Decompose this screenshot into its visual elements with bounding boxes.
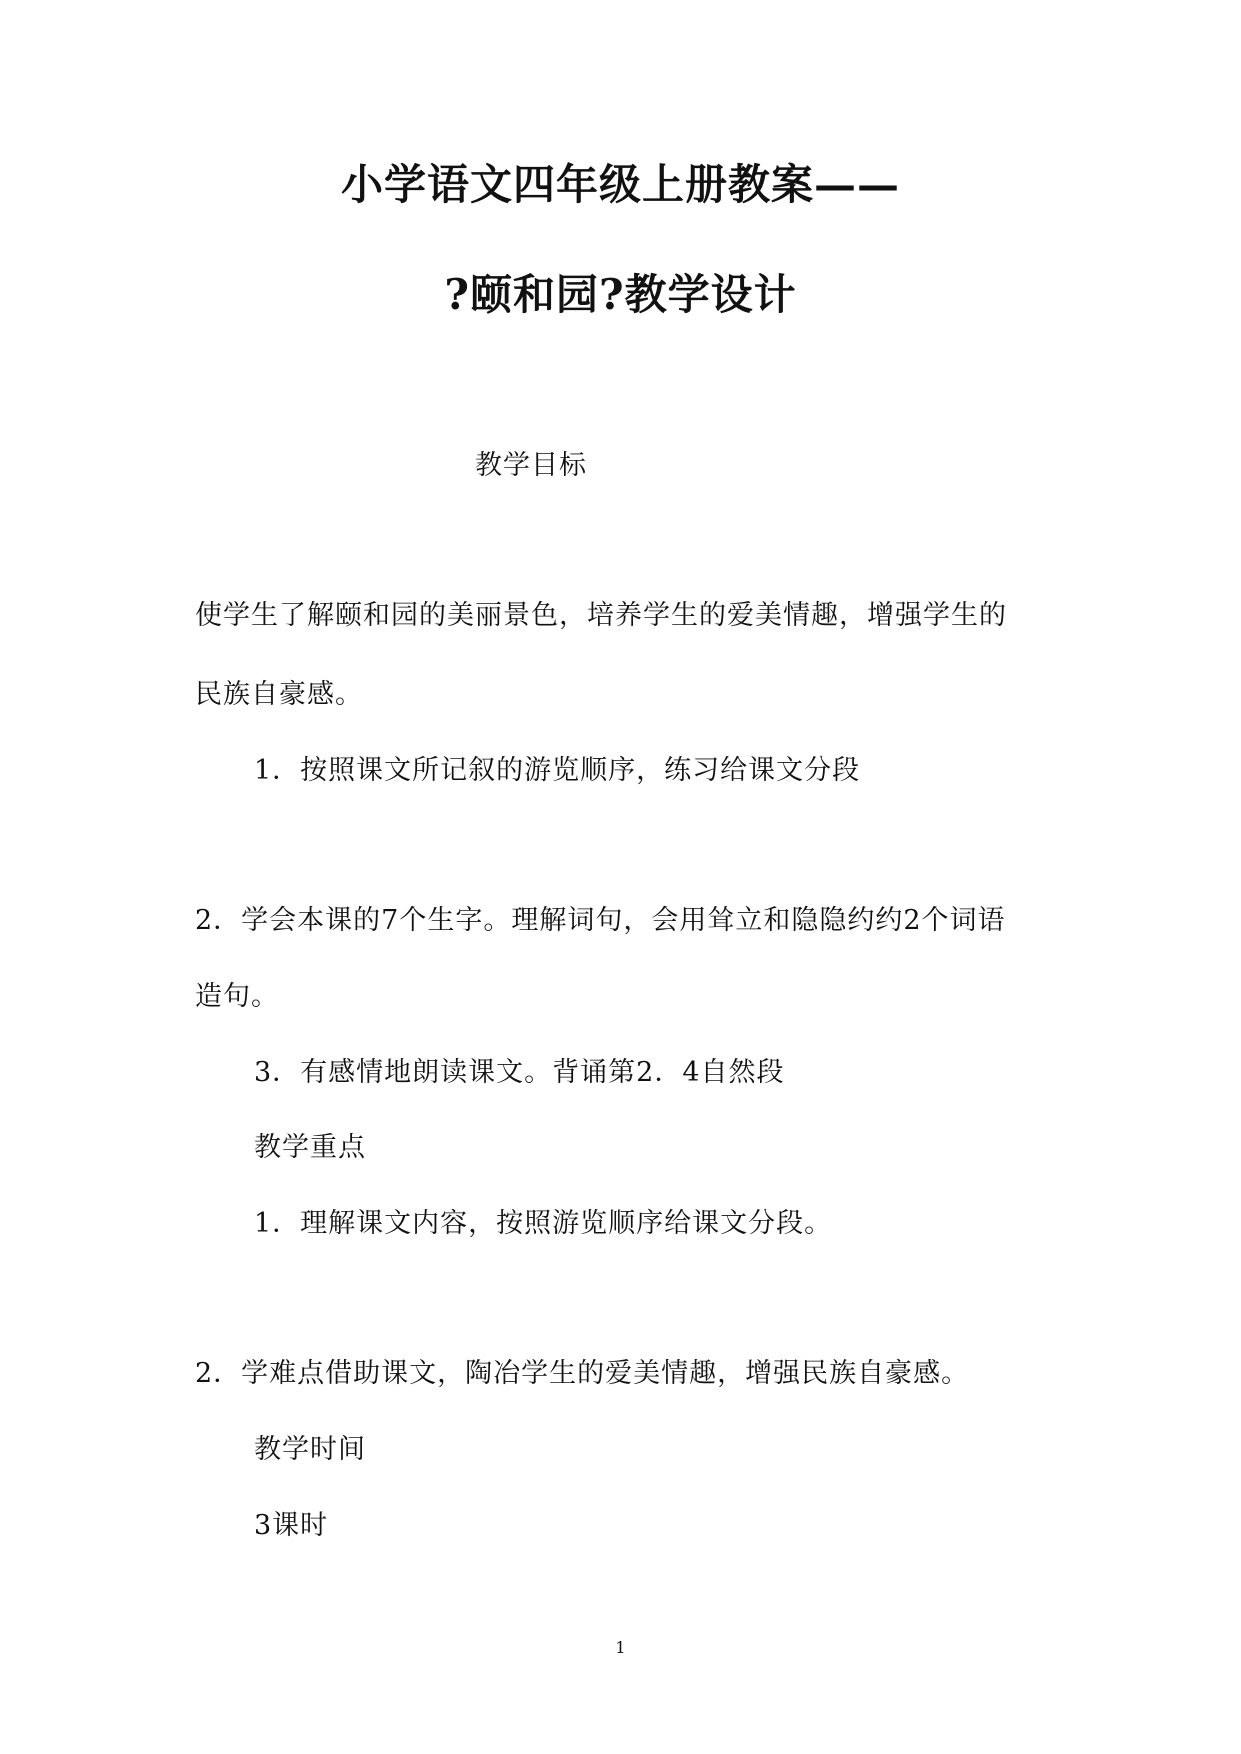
document-title-line-2: ?颐和园?教学设计: [444, 270, 797, 319]
page-number: 1: [615, 1638, 626, 1657]
objective-item-1: 1．按照课文所记叙的游览顺序，练习给课文分段: [254, 755, 861, 786]
objective-item-2-line-1: 2．学会本课的7个生字。理解词句，会用耸立和隐隐约约2个词语: [195, 905, 1006, 936]
key-point-item-1: 1．理解课文内容，按照游览顺序给课文分段。: [254, 1208, 833, 1239]
section-heading-objectives: 教学目标: [475, 450, 587, 481]
objective-item-2-line-2: 造句。: [195, 981, 279, 1012]
key-point-item-2: 2．学难点借助课文，陶冶学生的爱美情趣，增强民族自豪感。: [195, 1358, 970, 1389]
objective-paragraph-line-2: 民族自豪感。: [195, 679, 363, 710]
section-heading-teaching-time: 教学时间: [254, 1434, 366, 1465]
teaching-time-value: 3课时: [254, 1510, 329, 1541]
objective-paragraph-line-1: 使学生了解颐和园的美丽景色，培养学生的爱美情趣，增强学生的: [195, 600, 1007, 631]
document-title-line-1: 小学语文四年级上册教案——: [340, 160, 900, 209]
objective-item-3: 3．有感情地朗读课文。背诵第2．4自然段: [254, 1057, 785, 1088]
section-heading-key-points: 教学重点: [254, 1132, 366, 1163]
